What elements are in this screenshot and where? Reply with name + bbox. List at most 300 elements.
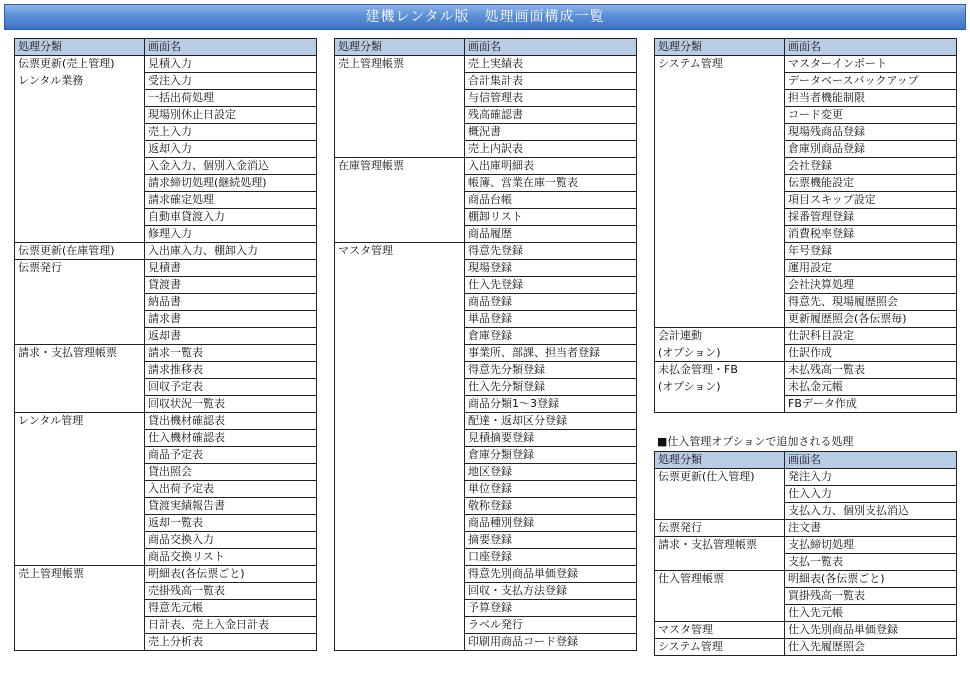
screen-name-cell: 日計表、売上入金日計表 [145, 617, 317, 634]
table-row [335, 311, 637, 328]
screen-name-cell: 現場登録 [465, 260, 637, 277]
category-cell [335, 413, 465, 430]
screen-name-cell: 見積書 [145, 260, 317, 277]
category-cell [15, 158, 145, 175]
table-row [15, 124, 317, 141]
table-row [15, 294, 317, 311]
category-cell [655, 73, 785, 90]
screen-name-cell: 仕入機材確認表 [145, 430, 317, 447]
screen-name-cell: 未払残高一覧表 [785, 362, 957, 379]
table-row [335, 617, 637, 634]
screen-name-cell: 仕入先別商品単価登録 [785, 622, 957, 639]
category-cell [335, 73, 465, 90]
screen-name-cell: 回収状況一覧表 [145, 396, 317, 413]
table-row [655, 503, 957, 520]
screen-name-cell: 与信管理表 [465, 90, 637, 107]
table-row [335, 260, 637, 277]
screen-name-cell: 商品履歴 [465, 226, 637, 243]
category-cell [655, 175, 785, 192]
screen-name-cell: 採番管理登録 [785, 209, 957, 226]
table-row [335, 192, 637, 209]
screen-name-cell: 買掛残高一覧表 [785, 588, 957, 605]
screen-name-cell: マスターインポート [785, 56, 957, 73]
table-row [15, 600, 317, 617]
screen-name-header: 画面名 [785, 452, 957, 469]
screen-name-cell: 自動車貸渡入力 [145, 209, 317, 226]
table-row [15, 209, 317, 226]
screen-name-cell: 納品書 [145, 294, 317, 311]
category-cell [15, 362, 145, 379]
category-cell [15, 277, 145, 294]
screen-name-cell: 売上入力 [145, 124, 317, 141]
category-cell: マスタ管理 [335, 243, 465, 260]
screen-name-cell: 得意先登録 [465, 243, 637, 260]
category-cell [655, 396, 785, 413]
category-cell [655, 554, 785, 571]
category-cell [15, 141, 145, 158]
screen-name-cell: 合計集計表 [465, 73, 637, 90]
category-cell [335, 175, 465, 192]
screen-name-cell: 返却一覧表 [145, 515, 317, 532]
table-row [655, 56, 957, 73]
category-cell: 売上管理帳票 [335, 56, 465, 73]
header-row [15, 39, 317, 56]
screen-name-cell: データベースバックアップ [785, 73, 957, 90]
category-cell [15, 430, 145, 447]
table-row [335, 515, 637, 532]
screen-name-cell: FBデータ作成 [785, 396, 957, 413]
category-cell [335, 532, 465, 549]
table-row [15, 175, 317, 192]
screen-name-cell: 入出庫入力、棚卸入力 [145, 243, 317, 260]
table-row [335, 532, 637, 549]
screen-name-cell: 帳簿、営業在庫一覧表 [465, 175, 637, 192]
table-row [655, 107, 957, 124]
header-row [655, 39, 957, 56]
category-cell [655, 243, 785, 260]
category-cell [335, 430, 465, 447]
category-cell: 未払金管理・FB [655, 362, 785, 379]
table-row [655, 520, 957, 537]
category-cell [15, 209, 145, 226]
category-cell [15, 583, 145, 600]
table-row [655, 209, 957, 226]
table-row [335, 158, 637, 175]
category-cell [15, 617, 145, 634]
category-cell: 伝票更新(売上管理) [15, 56, 145, 73]
screen-name-cell: 得意先、現場履歴照会 [785, 294, 957, 311]
table-row [15, 413, 317, 430]
category-cell: 請求・支払管理帳票 [15, 345, 145, 362]
screen-name-cell: 仕訳科目設定 [785, 328, 957, 345]
screen-name-cell: 商品分類1～3登録 [465, 396, 637, 413]
table-row [655, 571, 957, 588]
table-row [655, 469, 957, 486]
table-row [15, 277, 317, 294]
category-cell [335, 498, 465, 515]
category-header: 処理分類 [335, 39, 465, 56]
screen-name-header: 画面名 [785, 39, 957, 56]
screen-name-cell: 会社決算処理 [785, 277, 957, 294]
screen-name-cell: 会社登録 [785, 158, 957, 175]
screen-name-cell: 未払金元帳 [785, 379, 957, 396]
screen-table-1 [14, 38, 317, 651]
category-cell [335, 226, 465, 243]
category-cell [655, 588, 785, 605]
table-row [15, 379, 317, 396]
table-row [15, 549, 317, 566]
screen-name-cell: 請求書 [145, 311, 317, 328]
table-row [335, 634, 637, 651]
category-cell [335, 617, 465, 634]
screen-name-cell: 返却書 [145, 328, 317, 345]
category-cell [655, 294, 785, 311]
table-row [15, 345, 317, 362]
screen-name-cell: 倉庫分類登録 [465, 447, 637, 464]
category-cell [655, 124, 785, 141]
screen-name-cell: 明細表(各伝票ごと) [785, 571, 957, 588]
category-cell [15, 294, 145, 311]
table-row [15, 311, 317, 328]
category-cell [335, 90, 465, 107]
screen-name-cell: 商品登録 [465, 294, 637, 311]
table-row [655, 90, 957, 107]
table-row [15, 192, 317, 209]
category-cell [655, 192, 785, 209]
category-header: 処理分類 [655, 39, 785, 56]
category-cell [15, 175, 145, 192]
screen-name-cell: 単品登録 [465, 311, 637, 328]
table-row [335, 243, 637, 260]
category-cell [655, 503, 785, 520]
category-cell [335, 260, 465, 277]
screen-name-cell: 商品種別登録 [465, 515, 637, 532]
table-row [15, 464, 317, 481]
category-cell [15, 600, 145, 617]
category-cell [335, 124, 465, 141]
table-row [655, 639, 957, 656]
purchase-option-note: ■仕入管理オプションで追加される処理 [657, 435, 854, 448]
category-cell [655, 260, 785, 277]
table-row [335, 124, 637, 141]
screen-name-cell: 単位登録 [465, 481, 637, 498]
screen-name-cell: 注文書 [785, 520, 957, 537]
screen-name-cell: 回収・支払方法登録 [465, 583, 637, 600]
table-row [655, 379, 957, 396]
category-cell [655, 226, 785, 243]
category-cell [335, 481, 465, 498]
screen-name-cell: 仕入先登録 [465, 277, 637, 294]
category-header: 処理分類 [15, 39, 145, 56]
screen-name-cell: 仕入先元帳 [785, 605, 957, 622]
category-cell [655, 158, 785, 175]
screen-name-cell: 入金入力、個別入金消込 [145, 158, 317, 175]
category-cell [335, 328, 465, 345]
screen-name-cell: 受注入力 [145, 73, 317, 90]
table-row [335, 175, 637, 192]
category-cell: レンタル業務 [15, 73, 145, 90]
screen-name-cell: 支払入力、個別支払消込 [785, 503, 957, 520]
screen-name-cell: 売上実績表 [465, 56, 637, 73]
table-row [655, 260, 957, 277]
screen-name-cell: 貸出機材確認表 [145, 413, 317, 430]
screen-name-cell: 明細表(各伝票ごと) [145, 566, 317, 583]
table-row [15, 634, 317, 651]
screen-name-cell: 入出庫明細表 [465, 158, 637, 175]
category-cell [15, 464, 145, 481]
category-cell [15, 481, 145, 498]
category-header: 処理分類 [655, 452, 785, 469]
table-row [15, 328, 317, 345]
category-cell [15, 90, 145, 107]
category-cell [655, 141, 785, 158]
screen-name-cell: 年号登録 [785, 243, 957, 260]
purchase-option-table [654, 451, 957, 656]
category-cell [335, 107, 465, 124]
table-row [335, 498, 637, 515]
table-row [15, 90, 317, 107]
table-row [15, 158, 317, 175]
table-row [15, 260, 317, 277]
screen-name-cell: 伝票機能設定 [785, 175, 957, 192]
screen-name-cell: 担当者機能制限 [785, 90, 957, 107]
table-row [15, 73, 317, 90]
table-row [655, 328, 957, 345]
category-cell: 伝票更新(在庫管理) [15, 243, 145, 260]
screen-name-cell: 請求推移表 [145, 362, 317, 379]
screen-name-cell: 請求確定処理 [145, 192, 317, 209]
category-cell [335, 192, 465, 209]
screen-name-cell: 貸渡書 [145, 277, 317, 294]
category-cell [335, 294, 465, 311]
table-row [655, 175, 957, 192]
screen-name-cell: 商品交換リスト [145, 549, 317, 566]
category-cell [15, 532, 145, 549]
table-row [335, 566, 637, 583]
screen-name-cell: 消費税率登録 [785, 226, 957, 243]
screen-name-cell: 仕訳作成 [785, 345, 957, 362]
screen-name-cell: 敬称登録 [465, 498, 637, 515]
screen-table-3 [654, 38, 957, 413]
table-row [655, 124, 957, 141]
category-cell [15, 447, 145, 464]
category-cell [335, 515, 465, 532]
screen-name-cell: 修理入力 [145, 226, 317, 243]
screen-name-cell: 印刷用商品コード登録 [465, 634, 637, 651]
screen-name-cell: 得意先分類登録 [465, 362, 637, 379]
table-row [15, 396, 317, 413]
screen-name-cell: 仕入先履歴照会 [785, 639, 957, 656]
category-cell [655, 486, 785, 503]
category-cell [655, 605, 785, 622]
table-row [15, 430, 317, 447]
page-title: 建機レンタル版 処理画面構成一覧 [4, 4, 966, 30]
category-cell: 仕入管理帳票 [655, 571, 785, 588]
screen-name-cell: 仕入入力 [785, 486, 957, 503]
screen-name-cell: 一括出荷処理 [145, 90, 317, 107]
screen-name-cell: 摘要登録 [465, 532, 637, 549]
table-row [655, 158, 957, 175]
table-row [335, 379, 637, 396]
screen-name-cell: 売掛残高一覧表 [145, 583, 317, 600]
screen-name-cell: 商品交換入力 [145, 532, 317, 549]
table-row [655, 605, 957, 622]
header-row [335, 39, 637, 56]
screen-name-cell: 項目スキップ設定 [785, 192, 957, 209]
table-row [15, 447, 317, 464]
category-cell: 請求・支払管理帳票 [655, 537, 785, 554]
category-cell [15, 549, 145, 566]
table-row [335, 430, 637, 447]
table-row [335, 73, 637, 90]
category-cell: マスタ管理 [655, 622, 785, 639]
category-cell [335, 634, 465, 651]
screen-name-cell: 倉庫登録 [465, 328, 637, 345]
screen-name-cell: 更新履歴照会(各伝票毎) [785, 311, 957, 328]
table-row [655, 622, 957, 639]
table-row [15, 515, 317, 532]
screen-name-cell: 運用設定 [785, 260, 957, 277]
table-row [655, 243, 957, 260]
table-row [15, 583, 317, 600]
screen-name-cell: 口座登録 [465, 549, 637, 566]
table-row [335, 277, 637, 294]
table-row [335, 600, 637, 617]
screen-name-cell: 発注入力 [785, 469, 957, 486]
category-cell: システム管理 [655, 56, 785, 73]
screen-name-cell: 仕入先分類登録 [465, 379, 637, 396]
table-row [335, 56, 637, 73]
category-cell [335, 583, 465, 600]
screen-name-cell: 回収予定表 [145, 379, 317, 396]
table-row [15, 532, 317, 549]
category-cell [335, 379, 465, 396]
category-cell: 伝票更新(仕入管理) [655, 469, 785, 486]
table-row [15, 481, 317, 498]
screen-name-cell: 見積摘要登録 [465, 430, 637, 447]
screen-name-cell: 得意先元帳 [145, 600, 317, 617]
table-row [655, 192, 957, 209]
screen-name-cell: 概況書 [465, 124, 637, 141]
table-row [15, 226, 317, 243]
screen-name-cell: 請求締切処理(継続処理) [145, 175, 317, 192]
category-cell: 伝票発行 [655, 520, 785, 537]
table-row [655, 73, 957, 90]
category-cell [335, 362, 465, 379]
table-row [335, 107, 637, 124]
table-row [335, 583, 637, 600]
screen-name-cell: 貸渡実績報告書 [145, 498, 317, 515]
category-cell [335, 209, 465, 226]
category-cell [655, 107, 785, 124]
table-row [15, 56, 317, 73]
screen-table-2 [334, 38, 637, 651]
table-row [335, 464, 637, 481]
table-row [655, 294, 957, 311]
table-row [335, 413, 637, 430]
category-cell [335, 600, 465, 617]
category-cell [655, 90, 785, 107]
category-cell [15, 124, 145, 141]
table-row [655, 396, 957, 413]
category-cell [15, 396, 145, 413]
category-cell [15, 328, 145, 345]
header-row [655, 452, 957, 469]
category-cell: 会計連動 [655, 328, 785, 345]
screen-name-cell: 請求一覧表 [145, 345, 317, 362]
category-cell [15, 107, 145, 124]
screen-name-cell: 商品台帳 [465, 192, 637, 209]
category-cell [655, 277, 785, 294]
category-cell [335, 141, 465, 158]
category-cell [15, 311, 145, 328]
screen-name-header: 画面名 [465, 39, 637, 56]
table-row [335, 226, 637, 243]
table-row [655, 345, 957, 362]
table-row [335, 328, 637, 345]
screen-name-cell: 現場別休止日設定 [145, 107, 317, 124]
table-row [15, 243, 317, 260]
category-cell [335, 447, 465, 464]
category-cell [335, 396, 465, 413]
category-cell: 売上管理帳票 [15, 566, 145, 583]
table-row [15, 362, 317, 379]
category-cell [335, 311, 465, 328]
screen-name-cell: 貸出照会 [145, 464, 317, 481]
screen-name-cell: コード変更 [785, 107, 957, 124]
screen-name-cell: 倉庫別商品登録 [785, 141, 957, 158]
category-cell: レンタル管理 [15, 413, 145, 430]
screen-name-cell: 地区登録 [465, 464, 637, 481]
screen-name-cell: 売上分析表 [145, 634, 317, 651]
screen-name-cell: 入出荷予定表 [145, 481, 317, 498]
table-row [15, 566, 317, 583]
table-row [655, 277, 957, 294]
table-row [655, 588, 957, 605]
table-row [655, 226, 957, 243]
screen-name-cell: 支払一覧表 [785, 554, 957, 571]
table-row [15, 617, 317, 634]
category-cell [15, 379, 145, 396]
category-cell [15, 634, 145, 651]
table-row [335, 209, 637, 226]
category-cell [15, 192, 145, 209]
table-row [15, 141, 317, 158]
table-row [335, 481, 637, 498]
table-row [335, 396, 637, 413]
category-cell [15, 498, 145, 515]
category-cell [15, 515, 145, 532]
category-cell: 在庫管理帳票 [335, 158, 465, 175]
category-cell [335, 464, 465, 481]
screen-name-cell: 残高確認書 [465, 107, 637, 124]
screen-name-cell: 現場残商品登録 [785, 124, 957, 141]
category-cell: 伝票発行 [15, 260, 145, 277]
screen-name-cell: 棚卸リスト [465, 209, 637, 226]
table-row [15, 107, 317, 124]
screen-name-cell: 事業所、部課、担当者登録 [465, 345, 637, 362]
screen-name-cell: 予算登録 [465, 600, 637, 617]
screen-name-header: 画面名 [145, 39, 317, 56]
screen-name-cell: 商品予定表 [145, 447, 317, 464]
category-cell [335, 277, 465, 294]
category-cell [335, 345, 465, 362]
table-row [335, 362, 637, 379]
screen-name-cell: ラベル発行 [465, 617, 637, 634]
screen-name-cell: 返却入力 [145, 141, 317, 158]
table-row [335, 345, 637, 362]
screen-name-cell: 見積入力 [145, 56, 317, 73]
